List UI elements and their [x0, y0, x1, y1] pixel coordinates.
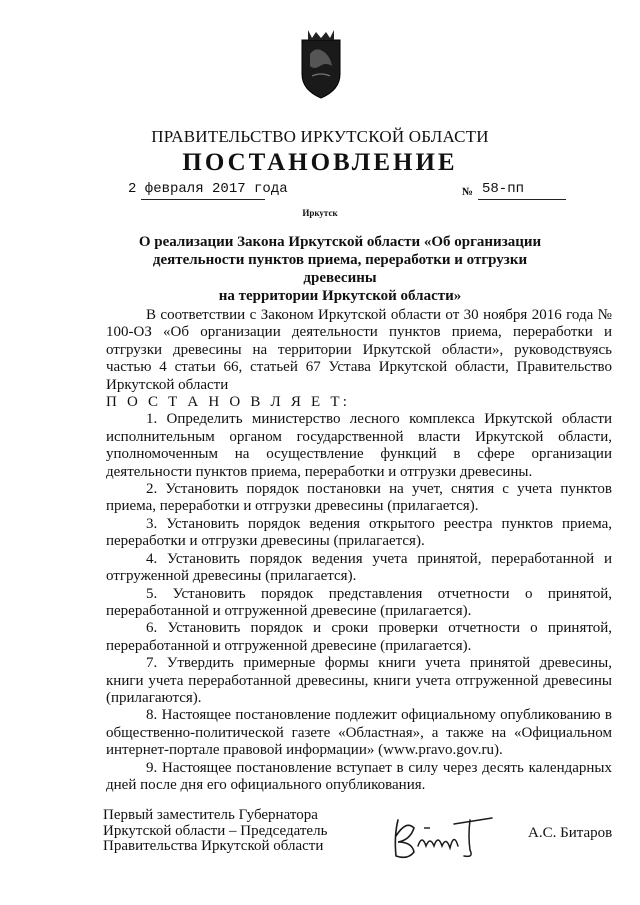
government-name: ПРАВИТЕЛЬСТВО ИРКУТСКОЙ ОБЛАСТИ — [151, 127, 489, 146]
signatory-title — [103, 808, 327, 855]
clause-paragraph: 6. Установить порядок и сроки проверки отчетности о принятой, переработанной и отгруженной древесине (прилагается). — [106, 620, 612, 654]
clause-paragraph: 4. Установить порядок ведения учета принятой, переработанной и отгруженной древесины (прилагается). — [106, 550, 612, 585]
signatory-title-line: Иркутской области – Председатель — [103, 822, 328, 839]
date-underline — [141, 199, 265, 200]
document-date: 2 февраля 2017 года — [128, 181, 288, 197]
clause-paragraph: 2. Установить порядок постановки на учет, снятия с учета пунктов приема, переработки и отгрузки древесины (прилагается). — [106, 481, 612, 515]
signatory-name: А.С. Битаров — [528, 825, 613, 841]
document-number: 58-пп — [482, 181, 525, 197]
city-name: Иркутск — [302, 208, 338, 218]
subject-line: на территории Иркутской области» — [218, 288, 462, 304]
clause-paragraph: 3. Установить порядок ведения открытого реестра пунктов приема, переработки и отгрузки древесины (прилагается). — [106, 515, 612, 550]
document-body — [106, 307, 612, 794]
resolves-heading: П О С Т А Н О В Л Я Е Т: — [106, 394, 351, 411]
signatory-title-line: Первый заместитель Губернатора — [103, 807, 318, 823]
number-underline — [478, 199, 566, 200]
document-type-title: ПОСТАНОВЛЕНИЕ — [182, 149, 458, 176]
clause-paragraph: 7. Утвердить примерные формы книги учета принятой древесины, книги учета переработанной древесины, книги учета отгруженной древесины (прилагаются). — [106, 655, 612, 706]
signatory-title-line: Правительства Иркутской области — [103, 838, 324, 854]
clause-paragraph: 8. Настоящее постановление подлежит официальному опубликованию в общественно-политической газете «Областная», а также на «Официальном интернет-портале правовой информации» (www.pravo.gov.ru). — [106, 707, 612, 759]
preamble-paragraph: В соответствии с Законом Иркутской области от 30 ноября 2016 года № 100-ОЗ «Об организации деятельности пунктов приема, переработки и отгрузки древесины на территории Иркутской области», руководствуясь частью 4 статьи 66, статьей 67 Устава Иркутской области, Правительство Иркутской области — [106, 307, 612, 393]
handwritten-signature — [384, 806, 504, 866]
subject-line: деятельности пунктов приема, переработки и отгрузки древесины — [152, 252, 528, 286]
clause-paragraph: 5. Установить порядок представления отчетности о принятой, переработанной и отгруженной древесине (прилагается). — [106, 585, 612, 619]
subject-line: О реализации Закона Иркутской области «Об организации — [138, 234, 542, 250]
number-sign: № — [462, 186, 474, 198]
clause-paragraph: 9. Настоящее постановление вступает в силу через десять календарных дней после дня его официального опубликования. — [106, 759, 612, 793]
coat-of-arms-emblem — [298, 26, 344, 100]
document-subject — [125, 233, 555, 305]
clause-paragraph: 1. Определить министерство лесного комплекса Иркутской области исполнительным органом государственной власти Иркутской области, уполномоченным на осуществление функций в сфере организации деятельности пунктов приема, переработки и отгрузки древесины. — [106, 411, 612, 480]
